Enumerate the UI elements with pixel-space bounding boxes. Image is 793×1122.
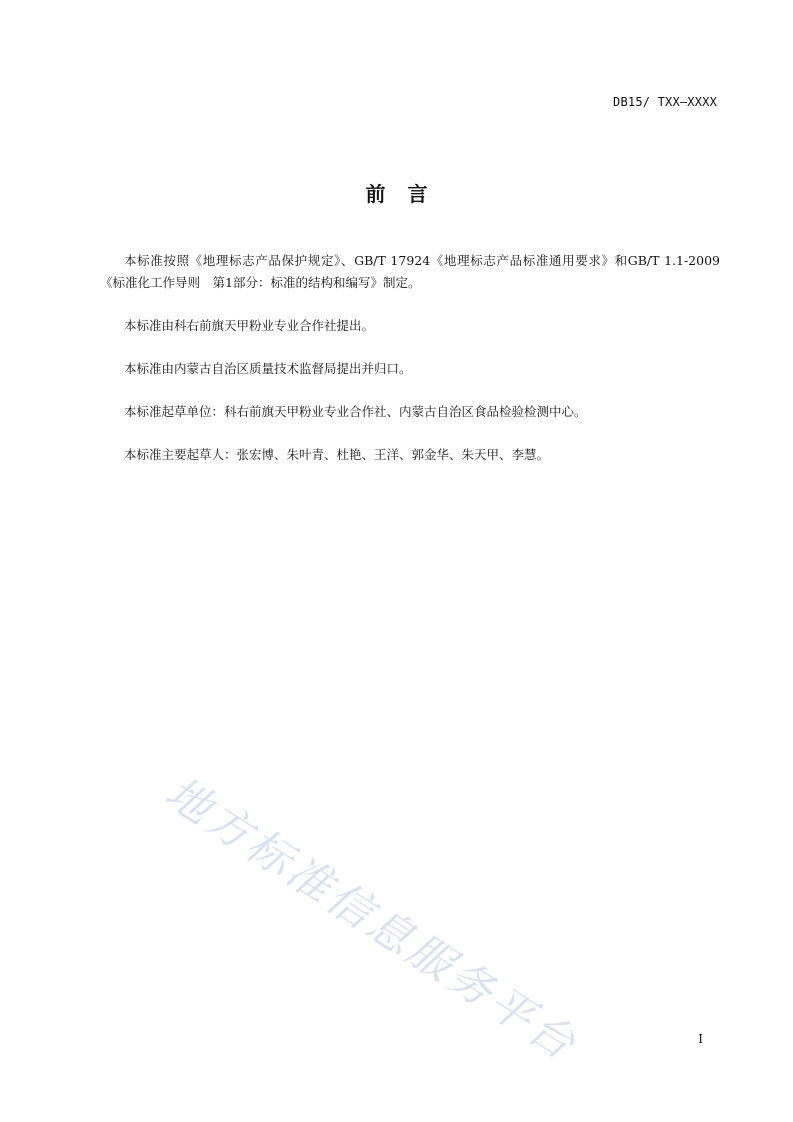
- page-title: 前言: [365, 182, 450, 206]
- paragraph-drafters: 本标准主要起草人：张宏博、朱叶青、杜艳、王洋、郭金华、朱天甲、李慧。: [124, 447, 550, 462]
- paragraph-drafting-units: 本标准起草单位：科右前旗天甲粉业专业合作社、内蒙古自治区食品检验检测中心。: [124, 404, 587, 419]
- paragraph-administrator: 本标准由内蒙古自治区质量技术监督局提出并归口。: [124, 361, 412, 376]
- paragraph-proposer: 本标准由科右前旗天甲粉业专业合作社提出。: [124, 318, 375, 333]
- watermark: 地方标准信息服务平台: [156, 767, 587, 1072]
- document-code: DB15/ TXX—XXXX: [613, 95, 717, 109]
- paragraph-basis: 本标准按照《地理标志产品保护规定》、GB/T 17924《地理标志产品标准通用要求》和GB/T 1.1-2009《标准化工作导则 第1部分：标准的结构和编写》制定。: [100, 253, 720, 290]
- document-body: [100, 250, 720, 487]
- page-number: I: [698, 1032, 703, 1046]
